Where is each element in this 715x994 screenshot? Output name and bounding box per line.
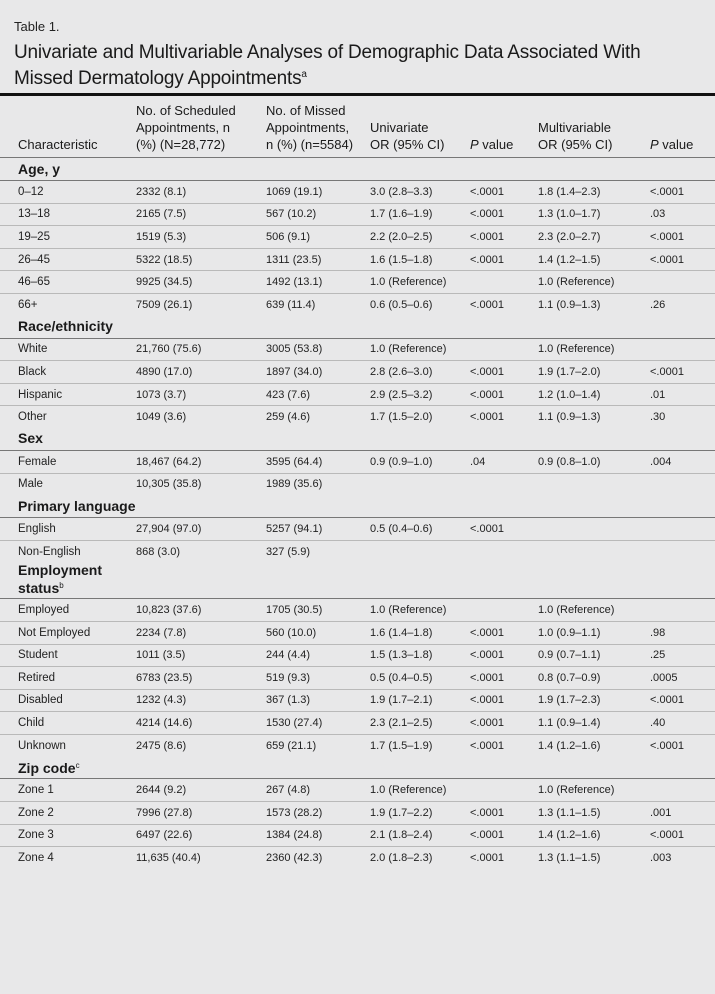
table-title-text: Univariate and Multivariable Analyses of Demographic Data Associated With Missed Dermatology Appointments <box>14 42 641 89</box>
col-univariate-p: P value <box>470 96 538 158</box>
univariate-or-cell: 2.8 (2.6–3.0) <box>370 361 470 384</box>
multivariable-p-cell <box>650 540 715 562</box>
scheduled-cell: 7996 (27.8) <box>136 802 266 825</box>
univariate-p-cell: <.0001 <box>470 226 538 249</box>
row-label: 19–25 <box>0 226 136 249</box>
univariate-p-cell <box>470 599 538 622</box>
section-title: Employment status$^b$ <box>0 562 715 599</box>
multivariable-p-cell: .03 <box>650 203 715 226</box>
univariate-or-cell: 1.7 (1.5–2.0) <box>370 411 433 424</box>
section-title: Age, y <box>0 158 715 181</box>
multivariable-p-cell: <.0001 <box>650 361 715 384</box>
row-label: Child <box>0 712 136 735</box>
data-table <box>0 96 715 869</box>
table-row <box>0 599 715 622</box>
col-univariate-or: Univariate OR (95% CI) <box>370 96 470 158</box>
multivariable-p-cell: .001 <box>650 802 715 825</box>
univariate-or-cell: 1.7 (1.5–1.9) <box>370 739 433 752</box>
missed-cell: 567 (10.2) <box>266 203 370 226</box>
multivariable-p-cell <box>650 518 715 541</box>
row-label: Hispanic <box>0 383 136 406</box>
scheduled-cell: 1011 (3.5) <box>136 644 266 667</box>
univariate-or-cell <box>370 540 470 562</box>
missed-cell: 1311 (23.5) <box>266 248 370 271</box>
col-missed: No. of Missed Appointments, n (%) (n=5584) <box>266 96 370 158</box>
footnote-marker: b <box>59 581 64 591</box>
scheduled-cell: 1232 (4.3) <box>136 689 266 712</box>
multivariable-p-cell: <.0001 <box>650 739 684 752</box>
row-label: 0–12 <box>0 181 136 204</box>
scheduled-cell: 11,635 (40.4) <box>136 852 201 865</box>
multivariable-p-cell: <.0001 <box>650 226 715 249</box>
missed-cell: 659 (21.1) <box>266 739 317 752</box>
table-row <box>0 540 715 562</box>
scheduled-cell: 18,467 (64.2) <box>136 450 266 473</box>
univariate-p-cell <box>470 271 538 294</box>
section-header <box>0 428 715 451</box>
multivariable-p-cell <box>650 338 715 361</box>
scheduled-cell: 21,760 (75.6) <box>136 338 266 361</box>
multivariable-p-cell: .98 <box>650 621 715 644</box>
table-row <box>0 847 715 869</box>
row-label: 66+ <box>18 298 38 311</box>
section-title: Zip code$^c$ <box>0 756 715 779</box>
univariate-p-cell <box>470 338 538 361</box>
row-label: Zone 1 <box>0 779 136 802</box>
table-row <box>0 383 715 406</box>
table-row <box>0 473 715 495</box>
scheduled-cell: 6783 (23.5) <box>136 667 266 690</box>
missed-cell: 267 (4.8) <box>266 779 370 802</box>
row-label: Disabled <box>0 689 136 712</box>
title-footnote-marker: a <box>301 69 307 80</box>
missed-cell: 5257 (94.1) <box>266 518 370 541</box>
univariate-p-cell <box>470 540 538 562</box>
univariate-or-cell: 0.9 (0.9–1.0) <box>370 450 470 473</box>
multivariable-p-cell <box>650 779 715 802</box>
table-row <box>0 712 715 735</box>
section-header <box>0 495 715 518</box>
row-label: 26–45 <box>0 248 136 271</box>
scheduled-cell: 2644 (9.2) <box>136 779 266 802</box>
univariate-or-cell: 1.0 (Reference) <box>370 779 470 802</box>
table-row <box>0 518 715 541</box>
table-row <box>0 226 715 249</box>
univariate-or-cell <box>370 473 470 495</box>
section-title: Race/ethnicity <box>0 316 715 339</box>
scheduled-cell: 5322 (18.5) <box>136 248 266 271</box>
multivariable-p-cell: .30 <box>650 411 666 424</box>
multivariable-or-cell: 1.3 (1.1–1.5) <box>538 852 601 865</box>
univariate-p-cell: <.0001 <box>470 411 504 424</box>
multivariable-or-cell: 0.8 (0.7–0.9) <box>538 667 650 690</box>
univariate-p-cell: <.0001 <box>470 181 538 204</box>
univariate-p-cell: <.0001 <box>470 689 538 712</box>
table-row <box>0 271 715 294</box>
multivariable-or-cell: 0.9 (0.8–1.0) <box>538 450 650 473</box>
row-label: Other <box>18 411 47 424</box>
missed-cell: 367 (1.3) <box>266 689 370 712</box>
scheduled-cell: 4214 (14.6) <box>136 712 266 735</box>
univariate-or-cell: 1.6 (1.5–1.8) <box>370 248 470 271</box>
table-row <box>0 734 715 756</box>
scheduled-cell: 1049 (3.6) <box>136 411 187 424</box>
missed-cell: 2360 (42.3) <box>266 852 323 865</box>
multivariable-or-cell: 1.0 (Reference) <box>538 271 650 294</box>
univariate-p-cell: <.0001 <box>470 621 538 644</box>
missed-cell: 244 (4.4) <box>266 644 370 667</box>
univariate-p-cell: <.0001 <box>470 712 538 735</box>
multivariable-or-cell <box>538 518 650 541</box>
univariate-p-cell: <.0001 <box>470 298 504 311</box>
multivariable-or-cell: 1.0 (Reference) <box>538 338 650 361</box>
univariate-p-cell: <.0001 <box>470 852 504 865</box>
scheduled-cell: 10,823 (37.6) <box>136 599 266 622</box>
table-row <box>0 689 715 712</box>
col-scheduled: No. of Scheduled Appointments, n (%) (N=28,772) <box>136 96 266 158</box>
row-label: Zone 2 <box>0 802 136 825</box>
multivariable-p-cell: .01 <box>650 383 715 406</box>
multivariable-or-cell: 1.9 (1.7–2.0) <box>538 361 650 384</box>
multivariable-or-cell: 1.3 (1.0–1.7) <box>538 203 650 226</box>
univariate-or-cell: 1.9 (1.7–2.1) <box>370 689 470 712</box>
missed-cell: 1492 (13.1) <box>266 271 370 294</box>
scheduled-cell: 1519 (5.3) <box>136 226 266 249</box>
row-label: English <box>0 518 136 541</box>
table-row <box>0 248 715 271</box>
table-row <box>0 824 715 847</box>
multivariable-or-cell: 1.8 (1.4–2.3) <box>538 181 650 204</box>
univariate-p-cell: <.0001 <box>470 383 538 406</box>
section-header <box>0 158 715 181</box>
multivariable-p-cell: .003 <box>650 852 672 865</box>
section-header <box>0 316 715 339</box>
univariate-p-cell <box>470 779 538 802</box>
univariate-or-cell: 0.6 (0.5–0.6) <box>370 298 433 311</box>
univariate-p-cell: <.0001 <box>470 518 538 541</box>
univariate-or-cell: 1.0 (Reference) <box>370 338 470 361</box>
scheduled-cell: 1073 (3.7) <box>136 383 266 406</box>
row-label: Male <box>18 478 43 491</box>
univariate-or-cell: 1.9 (1.7–2.2) <box>370 802 470 825</box>
missed-cell: 1989 (35.6) <box>266 478 323 491</box>
scheduled-cell: 27,904 (97.0) <box>136 518 266 541</box>
row-label: Zone 4 <box>18 852 54 865</box>
footnote-marker: c <box>75 761 80 771</box>
row-label: Female <box>0 450 136 473</box>
missed-cell: 1897 (34.0) <box>266 361 370 384</box>
missed-cell: 519 (9.3) <box>266 667 370 690</box>
missed-cell: 1069 (19.1) <box>266 181 370 204</box>
row-label: 13–18 <box>0 203 136 226</box>
multivariable-or-cell: 1.3 (1.1–1.5) <box>538 802 650 825</box>
multivariable-or-cell: 1.4 (1.2–1.6) <box>538 824 650 847</box>
scheduled-cell: 10,305 (35.8) <box>136 478 202 491</box>
table-header <box>0 96 715 158</box>
univariate-or-cell: 2.9 (2.5–3.2) <box>370 383 470 406</box>
table-row <box>0 361 715 384</box>
table-label: Table 1. <box>14 19 60 34</box>
table-row <box>0 621 715 644</box>
table-row <box>0 450 715 473</box>
scheduled-cell: 2165 (7.5) <box>136 203 266 226</box>
multivariable-p-cell: <.0001 <box>650 689 715 712</box>
missed-cell: 1384 (24.8) <box>266 824 370 847</box>
missed-cell: 423 (7.6) <box>266 383 370 406</box>
row-label: 46–65 <box>0 271 136 294</box>
univariate-or-cell: 1.6 (1.4–1.8) <box>370 621 470 644</box>
univariate-p-cell: <.0001 <box>470 203 538 226</box>
multivariable-p-cell <box>650 599 715 622</box>
multivariable-p-cell: .40 <box>650 712 715 735</box>
scheduled-cell: 4890 (17.0) <box>136 361 266 384</box>
multivariable-p-cell <box>650 271 715 294</box>
missed-cell: 1573 (28.2) <box>266 802 370 825</box>
missed-cell: 506 (9.1) <box>266 226 370 249</box>
section-header <box>0 562 715 599</box>
table-row <box>0 181 715 204</box>
missed-cell: 259 (4.6) <box>266 411 311 424</box>
row-label: Employed <box>0 599 136 622</box>
univariate-p-cell: <.0001 <box>470 667 538 690</box>
univariate-or-cell: 1.5 (1.3–1.8) <box>370 644 470 667</box>
multivariable-p-cell: <.0001 <box>650 248 715 271</box>
section-title: Primary language <box>0 495 715 518</box>
multivariable-or-cell: 1.1 (0.9–1.4) <box>538 712 650 735</box>
univariate-or-cell: 3.0 (2.8–3.3) <box>370 181 470 204</box>
table-row <box>0 406 715 428</box>
scheduled-cell: 2332 (8.1) <box>136 181 266 204</box>
univariate-or-cell: 2.1 (1.8–2.4) <box>370 824 470 847</box>
univariate-p-cell: <.0001 <box>470 248 538 271</box>
missed-cell: 1530 (27.4) <box>266 712 370 735</box>
missed-cell: 1705 (30.5) <box>266 599 370 622</box>
missed-cell: 560 (10.0) <box>266 621 370 644</box>
row-label: Not Employed <box>0 621 136 644</box>
univariate-or-cell: 2.0 (1.8–2.3) <box>370 852 433 865</box>
univariate-or-cell: 1.7 (1.6–1.9) <box>370 203 470 226</box>
univariate-or-cell: 1.0 (Reference) <box>370 271 470 294</box>
univariate-p-cell: <.0001 <box>470 824 538 847</box>
table-row <box>0 203 715 226</box>
scheduled-cell: 868 (3.0) <box>136 545 181 558</box>
univariate-or-cell: 0.5 (0.4–0.5) <box>370 667 470 690</box>
row-label: White <box>0 338 136 361</box>
multivariable-or-cell: 1.2 (1.0–1.4) <box>538 383 650 406</box>
multivariable-or-cell <box>538 540 650 562</box>
univariate-p-cell: .04 <box>470 450 538 473</box>
col-multivariable-p: P value <box>650 96 715 158</box>
scheduled-cell: 2234 (7.8) <box>136 621 266 644</box>
multivariable-p-cell: .0005 <box>650 667 715 690</box>
univariate-p-cell <box>470 473 538 495</box>
multivariable-p-cell: .004 <box>650 450 715 473</box>
univariate-p-cell: <.0001 <box>470 739 504 752</box>
univariate-or-cell: 2.3 (2.1–2.5) <box>370 712 470 735</box>
multivariable-or-cell: 1.1 (0.9–1.3) <box>538 411 601 424</box>
multivariable-p-cell: <.0001 <box>650 824 715 847</box>
multivariable-or-cell: 1.0 (Reference) <box>538 779 650 802</box>
table-row <box>0 293 715 315</box>
table-row <box>0 802 715 825</box>
missed-cell: 327 (5.9) <box>266 545 311 558</box>
row-label: Student <box>0 644 136 667</box>
multivariable-or-cell: 1.9 (1.7–2.3) <box>538 689 650 712</box>
univariate-p-cell: <.0001 <box>470 361 538 384</box>
table-row <box>0 644 715 667</box>
row-label: Black <box>0 361 136 384</box>
multivariable-or-cell <box>538 473 650 495</box>
multivariable-or-cell: 1.4 (1.2–1.6) <box>538 739 601 752</box>
table-title <box>14 42 704 90</box>
univariate-or-cell: 2.2 (2.0–2.5) <box>370 226 470 249</box>
table-row <box>0 338 715 361</box>
scheduled-cell: 9925 (34.5) <box>136 271 266 294</box>
multivariable-or-cell: 1.0 (Reference) <box>538 599 650 622</box>
missed-cell: 639 (11.4) <box>266 298 316 311</box>
multivariable-or-cell: 1.4 (1.2–1.5) <box>538 248 650 271</box>
col-characteristic: Characteristic <box>0 96 136 158</box>
row-label: Non-English <box>18 545 81 558</box>
multivariable-p-cell: <.0001 <box>650 181 715 204</box>
col-multivariable-or: Multivariable OR (95% CI) <box>538 96 650 158</box>
univariate-or-cell: 0.5 (0.4–0.6) <box>370 518 470 541</box>
scheduled-cell: 2475 (8.6) <box>136 739 187 752</box>
table-body <box>0 158 715 869</box>
table-row <box>0 667 715 690</box>
univariate-or-cell: 1.0 (Reference) <box>370 599 470 622</box>
row-label: Zone 3 <box>0 824 136 847</box>
table-row <box>0 779 715 802</box>
row-label: Unknown <box>18 739 66 752</box>
missed-cell: 3005 (53.8) <box>266 338 370 361</box>
scheduled-cell: 6497 (22.6) <box>136 824 266 847</box>
multivariable-p-cell <box>650 473 715 495</box>
scheduled-cell: 7509 (26.1) <box>136 298 193 311</box>
missed-cell: 3595 (64.4) <box>266 450 370 473</box>
multivariable-or-cell: 1.0 (0.9–1.1) <box>538 621 650 644</box>
section-header <box>0 756 715 779</box>
section-title: Sex <box>0 428 715 451</box>
row-label: Retired <box>0 667 136 690</box>
multivariable-or-cell: 0.9 (0.7–1.1) <box>538 644 650 667</box>
univariate-p-cell: <.0001 <box>470 802 538 825</box>
univariate-p-cell: <.0001 <box>470 644 538 667</box>
multivariable-p-cell: .25 <box>650 644 715 667</box>
multivariable-or-cell: 2.3 (2.0–2.7) <box>538 226 650 249</box>
multivariable-or-cell: 1.1 (0.9–1.3) <box>538 298 601 311</box>
multivariable-p-cell: .26 <box>650 298 666 311</box>
